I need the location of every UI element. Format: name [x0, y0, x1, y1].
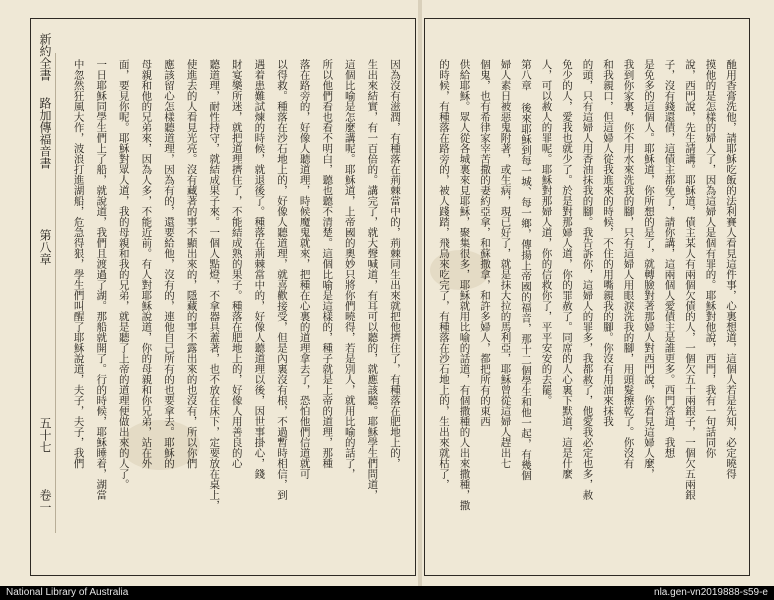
text-column: 落在路旁的，好像人聽道理，時候魔鬼就來，把種在心裏的道理拿去了，恐怕他們信道就可: [298, 59, 311, 479]
text-column: 是免多的這個人。耶穌道，你所想的是了，就轉臉對著那婦人對西門說，你看見這婦人麼，: [643, 59, 655, 479]
text-column: 子，沒有錢還債，這債主都免了，請你講，這兩個人愛債主是誰更多。西門答道，我想: [663, 59, 676, 458]
column-rule: [55, 53, 56, 533]
text-column: 遇着患難試煉的時候，就退後了。種落在荊棘當中的，好像人聽道理以後，因世事掛心，錢: [253, 59, 266, 479]
text-column: 個鬼，也有希律家宰苦撒的妻約亞拿，和蘇撒拿，和許多婦人，都把所有的東西: [479, 59, 491, 427]
text-column: 和我親口，但這婦人從我進來的時候，不住的用嘴親我的腳。你沒有用油來抹我: [602, 59, 614, 427]
text-column: 摸他的是怎樣的婦人了，因為這婦人是個有罪的。耶穌對他說，西門，我有一句話同你: [704, 59, 717, 458]
text-column: 面，要見你呢。耶穌對眾人道，我的母親和我的兄弟，就是聽了上帝的道理便做出來的人了。: [117, 59, 130, 490]
text-column: 的頭，只有這婦人用香油抹我的腳。我告訴你，這婦人的罪多，我都赦了，他愛我必定也多，赦: [581, 59, 594, 500]
text-column: 供給耶穌。眾人從各城裏來見耶穌，聚集很多，耶穌就用比喻的話道，有個撒種的人出來撒種，撒: [458, 59, 471, 511]
text-column: 使進去的人看見光亮。沒有藏著的事不顯出來的，隱藏的事不露出來的也沒有，所以你們: [185, 59, 198, 469]
text-column: 婦人素日被惡鬼附著，或生病，現已好了，就是抹大拉的馬利亞，耶穌曾從這婦人趕出七: [499, 59, 512, 469]
book-name: 路加傳福音書: [38, 97, 52, 169]
text-column: 我到你家裏，你不用水來洗我的腳，只有這婦人用眼淚洗我的腳，用頭髮擦乾了。你沒有: [622, 59, 635, 469]
text-column: 酏用香膏洗他，請耶穌吃飯的法利賽人看見這件事，心裏想道，這個人若是先知，必定曉得: [725, 59, 737, 479]
footer-source: National Library of Australia: [6, 587, 129, 598]
text-column: 因為沒有滋潤，有種落在荊棘當中的，荊棘同生出來就把他擠住了，有種落在肥地上的，: [389, 59, 401, 469]
text-column: 第八章 後來耶穌到每一城、每一鄉，傳揚上帝國的福音，那十二個學生和他一起，有幾個: [520, 59, 532, 481]
text-column: 人，可以赦人的罪呢。耶穌對那婦人道，你的信救你了，平平安安的去罷。: [540, 59, 553, 406]
right-page: [424, 18, 750, 576]
text-column: 聽道理，耐性持守，就結成果子來。一個人點燈，不拿器具蓋著，也不放在床下，定要放在桌上，: [208, 59, 221, 511]
text-column: 財宴樂所迷，就把道理擠住了，不能結成熟的果子。種落在肥地上的，好像人用善良的心: [230, 59, 243, 469]
text-column: 中忽然狂風大作，波浪打進湖船，危急得狠，學生們叫醒了耶穌說道，夫子，夫子，我們: [72, 59, 85, 469]
text-column: 免少的人，愛我也就少了。於是對那婦人道，你的罪赦了。同席的人心裏下默道，這是什麼: [561, 59, 573, 479]
text-column: 生出來結實，有一百倍的。講完了，就大聲喊道，有耳可以聽的，就應該聽。耶穌學生們問道，: [366, 59, 379, 500]
text-column: 所以他們看也看不明白，聽也聽不清楚。這個比喻是這樣的，種子就是上帝的道理，那種: [321, 59, 334, 469]
chapter-label: 第八章: [38, 229, 52, 265]
text-column: 這個比喻是怎麼講呢。耶穌道，上帝國的奧妙只將你們曉得，若是別人，就用比喻的話了，: [343, 59, 356, 479]
footer-id: nla.gen-vn2019888-s59-e: [654, 587, 768, 598]
text-column: 應該留心怎樣聽道理，因為有的，還要給他，沒有的，連他自己所有的也要拿去。耶穌的: [163, 59, 175, 469]
left-page: [30, 18, 416, 576]
text-column: 一日耶穌同學生們上了船，就說道，我們且渡過了湖。那船就開了。行的時候，耶穌睡着，湖當: [95, 59, 108, 500]
text-column: 母親和他的兄弟來，因為人多，不能近前。有人對耶穌說道，你的母親和你兄弟，站在外: [140, 59, 153, 469]
text-column: 的時候，有種落在路旁的，被人踐踏，飛鳥來吃完了，有種落在沙石地上的，生出來就枯了，: [438, 59, 450, 490]
text-column: 說，西門說，先生請講。耶穌道，債主某人有兩個欠債的人，一個欠五十兩銀子，一個欠五兩銀: [684, 59, 696, 500]
page-number: 五十七: [38, 417, 52, 453]
footer-bar: [0, 586, 774, 600]
volume-label: 卷一: [38, 489, 52, 513]
book-title: 新約全書: [38, 33, 52, 81]
text-column: 以得救。種落在沙石地上的，好像人聽道理，就喜歡接受，但是內裏沒有根，不過暫時相信，到: [276, 59, 288, 500]
page-fold: [418, 0, 422, 586]
